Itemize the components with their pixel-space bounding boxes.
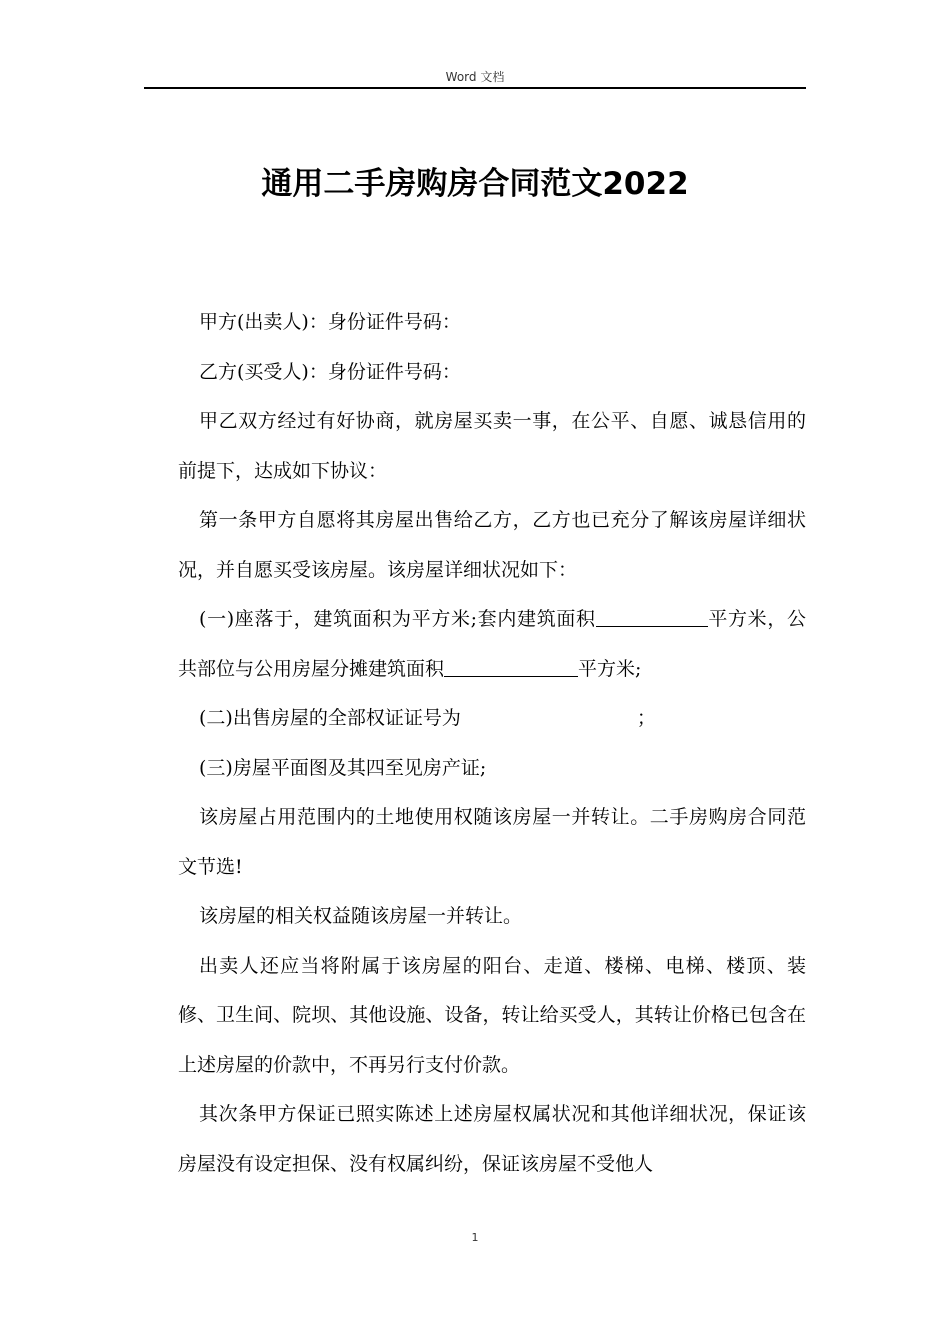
paragraph-article-1: 第一条甲方自愿将其房屋出售给乙方，乙方也已充分了解该房屋详细状况，并自愿买受该房屋。该房屋详细状况如下： (178, 509, 806, 581)
paragraph-article-2: 其次条甲方保证已照实陈述上述房屋权属状况和其他详细状况，保证该房屋没有设定担保、没有权属纠纷，保证该房屋不受他人 (178, 1103, 806, 1175)
paragraph-agreement-intro: 甲乙双方经过有好协商，就房屋买卖一事，在公平、自愿、诚恳信用的前提下，达成如下协议： (178, 410, 806, 482)
paragraph-item-2 (178, 694, 806, 744)
paragraph-party-a: 甲方(出卖人)：身份证件号码： (199, 311, 461, 333)
blank-inner-area (596, 605, 708, 627)
paragraph-item-3: (三)房屋平面图及其四至见房产证; (199, 756, 487, 779)
page-number: 1 (471, 1231, 479, 1244)
blank-shared-area (444, 655, 578, 677)
paragraph-party-b: 乙方(买受人)：身份证件号码： (199, 360, 461, 383)
paragraph-attachments: 出卖人还应当将附属于该房屋的阳台、走道、楼梯、电梯、楼顶、装修、卫生间、院坝、其他设施、设备，转让给买受人，其转让价格已包含在上述房屋的价款中，不再另行支付价款。 (178, 954, 806, 1076)
header-divider (144, 87, 806, 89)
item-2-text-a: (二)出售房屋的全部权证证号为 (199, 707, 461, 729)
document-title: 通用二手房购房合同范文2022 (261, 166, 689, 202)
item-2-text-b: ； (636, 707, 656, 729)
paragraph-land-use: 该房屋占用范围内的土地使用权随该房屋一并转让。二手房购房合同范文节选! (178, 806, 806, 878)
item-1-text-b: 平方米，公共部位与公用房屋分摊建筑面积 (178, 608, 806, 680)
document-body (178, 298, 806, 1189)
page-header: Word 文档 (445, 70, 505, 84)
item-1-text-c: 平方米; (578, 657, 642, 680)
item-1-text-a: (一)座落于，建筑面积为平方米;套内建筑面积 (199, 608, 596, 630)
paragraph-item-1 (178, 595, 806, 694)
paragraph-rights: 该房屋的相关权益随该房屋一并转让。 (199, 905, 523, 927)
